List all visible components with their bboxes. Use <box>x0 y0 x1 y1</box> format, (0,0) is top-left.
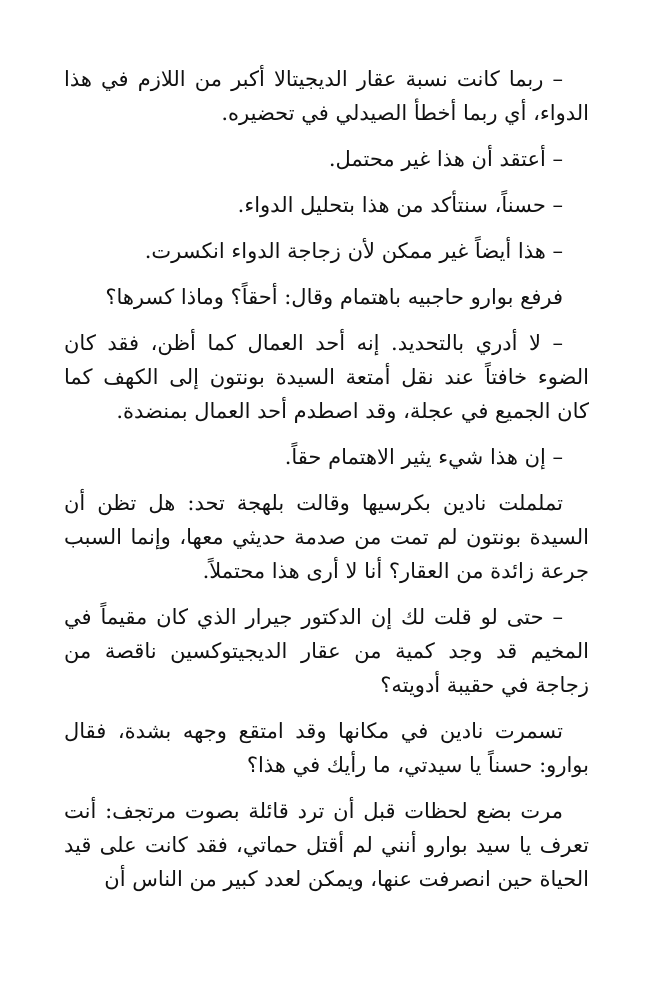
paragraph-1: – ربما كانت نسبة عقار الديجيتالا أكبر من اللازم في هذا الدواء، أي ربما أخطأ الصيدلي في تحضيره. <box>64 67 589 125</box>
paragraph-4: – هذا أيضاً غير ممكن لأن زجاجة الدواء انكسرت. <box>144 239 563 263</box>
paragraph-2: – أعتقد أن هذا غير محتمل. <box>328 147 563 171</box>
paragraph-8: تململت نادين بكرسيها وقالت بلهجة تحد: هل تظن أن السيدة بونتون لم تمت من صدمة حديثي معها، وإنما السبب جرعة زائدة من العقار؟ أنا لا أرى هذا محتملاً. <box>64 491 589 583</box>
paragraph-11: مرت بضع لحظات قبل أن ترد قائلة بصوت مرتجف: أنت تعرف يا سيد بوارو أنني لم أقتل حماتي، فقد كانت على قيد الحياة حين انصرفت عنها، ويمكن لعدد كبير من الناس أن <box>64 799 589 891</box>
paragraph-10: تسمرت نادين في مكانها وقد امتقع وجهه بشدة، فقال بوارو: حسناً يا سيدتي، ما رأيك في هذا؟ <box>64 719 589 777</box>
paragraph-6: – لا أدري بالتحديد. إنه أحد العمال كما أظن، فقد كان الضوء خافتاً عند نقل أمتعة السيدة بونتون إلى الكهف كما كان الجميع في عجلة، وقد اصطدم أحد العمال بمنضدة. <box>64 331 589 423</box>
paragraph-9: – حتى لو قلت لك إن الدكتور جيرار الذي كان مقيماً في المخيم قد وجد كمية من عقار الديجيتوكسين ناقصة من زجاجة في حقيبة أدويته؟ <box>64 605 589 697</box>
paragraph-5: فرفع بوارو حاجبيه باهتمام وقال: أحقاً؟ وماذا كسرها؟ <box>105 285 563 309</box>
paragraph-3: – حسناً، سنتأكد من هذا بتحليل الدواء. <box>237 193 563 217</box>
paragraph-7: – إن هذا شيء يثير الاهتمام حقاً. <box>284 445 563 469</box>
